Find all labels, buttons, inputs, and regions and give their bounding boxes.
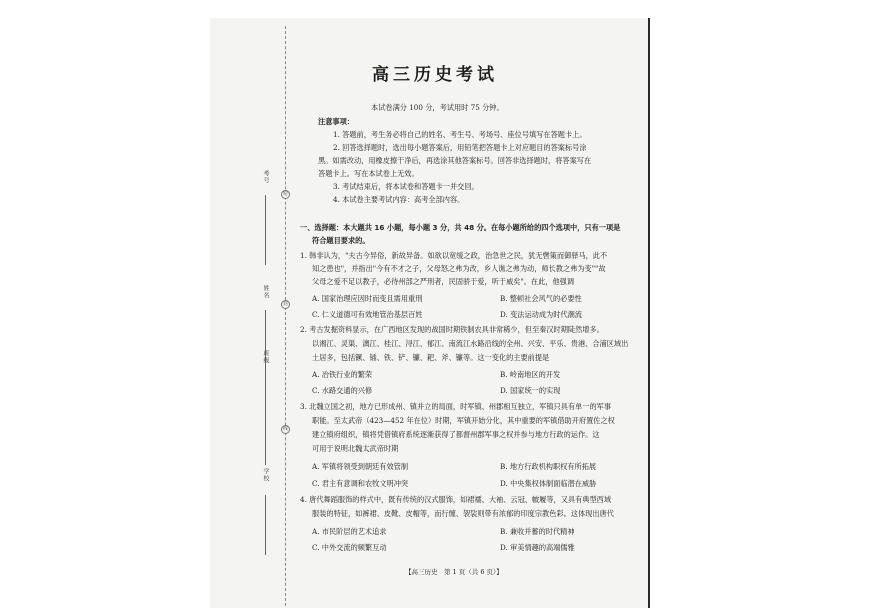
question-3-option-d[interactable]: D. 中央集权体制面临潜在威胁 <box>500 479 597 488</box>
side-label-class: 班级 <box>262 350 269 364</box>
question-1-line: 知之患也"，并指出"今有不才之子，父母怒之弗为改，乡人谯之弗为动，师长教之弗为变""故 <box>312 264 606 273</box>
question-1-line: 1. 韩非认为，"夫古今异俗，新故异备。如欲以宽缓之政，治急世之民，犹无辔策而御驿马，此不 <box>300 251 608 260</box>
side-rule <box>265 195 266 265</box>
question-4-line: 4. 唐代舞蹈服饰的样式中，既有传统的汉式服饰，如裙襦、大袖、云冠、帔履等，又具有典型西域 <box>300 495 612 504</box>
question-2-line: 2. 考古发掘资料显示，在广西地区发现的战国时期铁制农具非常稀少，但至秦汉时期陡然增多。 <box>300 325 604 334</box>
question-3-line: 建立镇府组织，镇将凭借镇府系统逐渐获得了都督州郡军事之权并参与地方行政的运作。这 <box>312 430 600 439</box>
question-4-option-c[interactable]: C. 中外交流的频繁互动 <box>312 543 387 552</box>
side-rule <box>265 375 266 465</box>
question-4-option-a[interactable]: A. 市民阶层的艺术追求 <box>312 527 387 536</box>
question-4-option-b[interactable]: B. 兼收并蓄的时代精神 <box>500 527 575 536</box>
notice-line: 1. 答题前，考生务必将自己的姓名、考生号、考场号、座位号填写在答题卡上。 <box>333 130 587 139</box>
question-2-option-a[interactable]: A. 冶铁行业的繁荣 <box>312 370 373 379</box>
question-1-option-d[interactable]: D. 变法运动成为时代潮流 <box>500 310 582 319</box>
notice-line: 黑。如需改动，用橡皮擦干净后，再选涂其他答案标号。回答非选择题时，将答案写在 <box>318 156 592 165</box>
question-4-option-d[interactable]: D. 审美情趣的高端儒雅 <box>500 543 575 552</box>
notice-line: 3. 考试结束后，将本试卷和答题卡一并交回。 <box>333 182 479 191</box>
notice-line: 4. 本试卷主要考试内容：高考全部内容。 <box>333 195 465 204</box>
exam-title: 高三历史考试 <box>372 65 498 85</box>
seal-mark: 密 <box>282 191 288 197</box>
side-rule <box>265 495 266 555</box>
question-3-line: 职能。至太武帝（423—452 年在位）时期，军镇开始分化，其中重要的军镇借助开府置佐之权 <box>312 416 615 425</box>
notice-heading: 注意事项： <box>318 117 354 126</box>
question-2-line: 以湘江、灵渠、漓江、桂江、浔江、郁江、南流江水路沿线的全州、兴安、平乐、贵港、合浦区域出 <box>312 339 629 348</box>
question-3-line: 可用于说明北魏太武帝时期 <box>312 444 399 453</box>
section-heading: 一、选择题：本大题共 16 小题，每小题 3 分，共 48 分。在每小题所给的四个选项中，只有一项是 <box>300 223 621 232</box>
notice-line: 答题卡上。写在本试卷上无效。 <box>318 169 419 178</box>
question-4-line: 服装的特征，如裤裙、皮靴、皮帽等，而行缠、袈裟则带有浓郁的印度宗教色彩。这体现出唐代 <box>312 509 614 518</box>
question-3-option-a[interactable]: A. 军镇将领受到朝廷有效管制 <box>312 462 409 471</box>
question-2-option-b[interactable]: B. 岭南地区的开发 <box>500 370 561 379</box>
question-3-line: 3. 北魏立国之初，地方已形成州、镇并立的局面，时军镇、州郡相互独立，军镇只具有单一的军事 <box>300 402 612 411</box>
seal-mark: 线 <box>282 426 288 432</box>
question-1-option-c[interactable]: C. 仁义道德可有效地管治基层百姓 <box>312 310 423 319</box>
side-rule <box>265 310 266 380</box>
question-2-line: 土居多，包括镢、锸、铁、铲、镰、耙、斧、镰等。这一变化的主要前提是 <box>312 353 550 362</box>
exam-intro: 本试卷满分 100 分，考试用时 75 分钟。 <box>371 103 504 112</box>
seal-mark: 封 <box>282 301 288 307</box>
question-1-line: 父母之爱不足以教子，必待州部之严刑者，民固骄于爱，听于威矣"。在此，他强调 <box>312 277 575 286</box>
question-1-option-a[interactable]: A. 国家治理应因时而变且需用重刑 <box>312 294 423 303</box>
question-2-option-c[interactable]: C. 水路交通的兴修 <box>312 386 373 395</box>
binding-line <box>285 26 286 606</box>
side-label-exam-number: 考号 <box>262 170 269 184</box>
side-label-name: 姓名 <box>262 285 269 299</box>
side-label-school: 学校 <box>262 468 269 482</box>
question-3-option-b[interactable]: B. 地方行政机构职权有所拓展 <box>500 462 597 471</box>
section-heading: 符合题目要求的。 <box>312 236 370 245</box>
question-3-option-c[interactable]: C. 君主有意调和农牧文明冲突 <box>312 479 409 488</box>
page-footer: 【高三历史 第 1 页（共 6 页）】 <box>405 568 503 576</box>
question-1-option-b[interactable]: B. 整顿社会风气的必要性 <box>500 294 582 303</box>
question-2-option-d[interactable]: D. 国家统一的实现 <box>500 386 561 395</box>
notice-line: 2. 回答选择题时，选出每小题答案后，用铅笔把答题卡上对应题目的答案标号涂 <box>333 143 587 152</box>
